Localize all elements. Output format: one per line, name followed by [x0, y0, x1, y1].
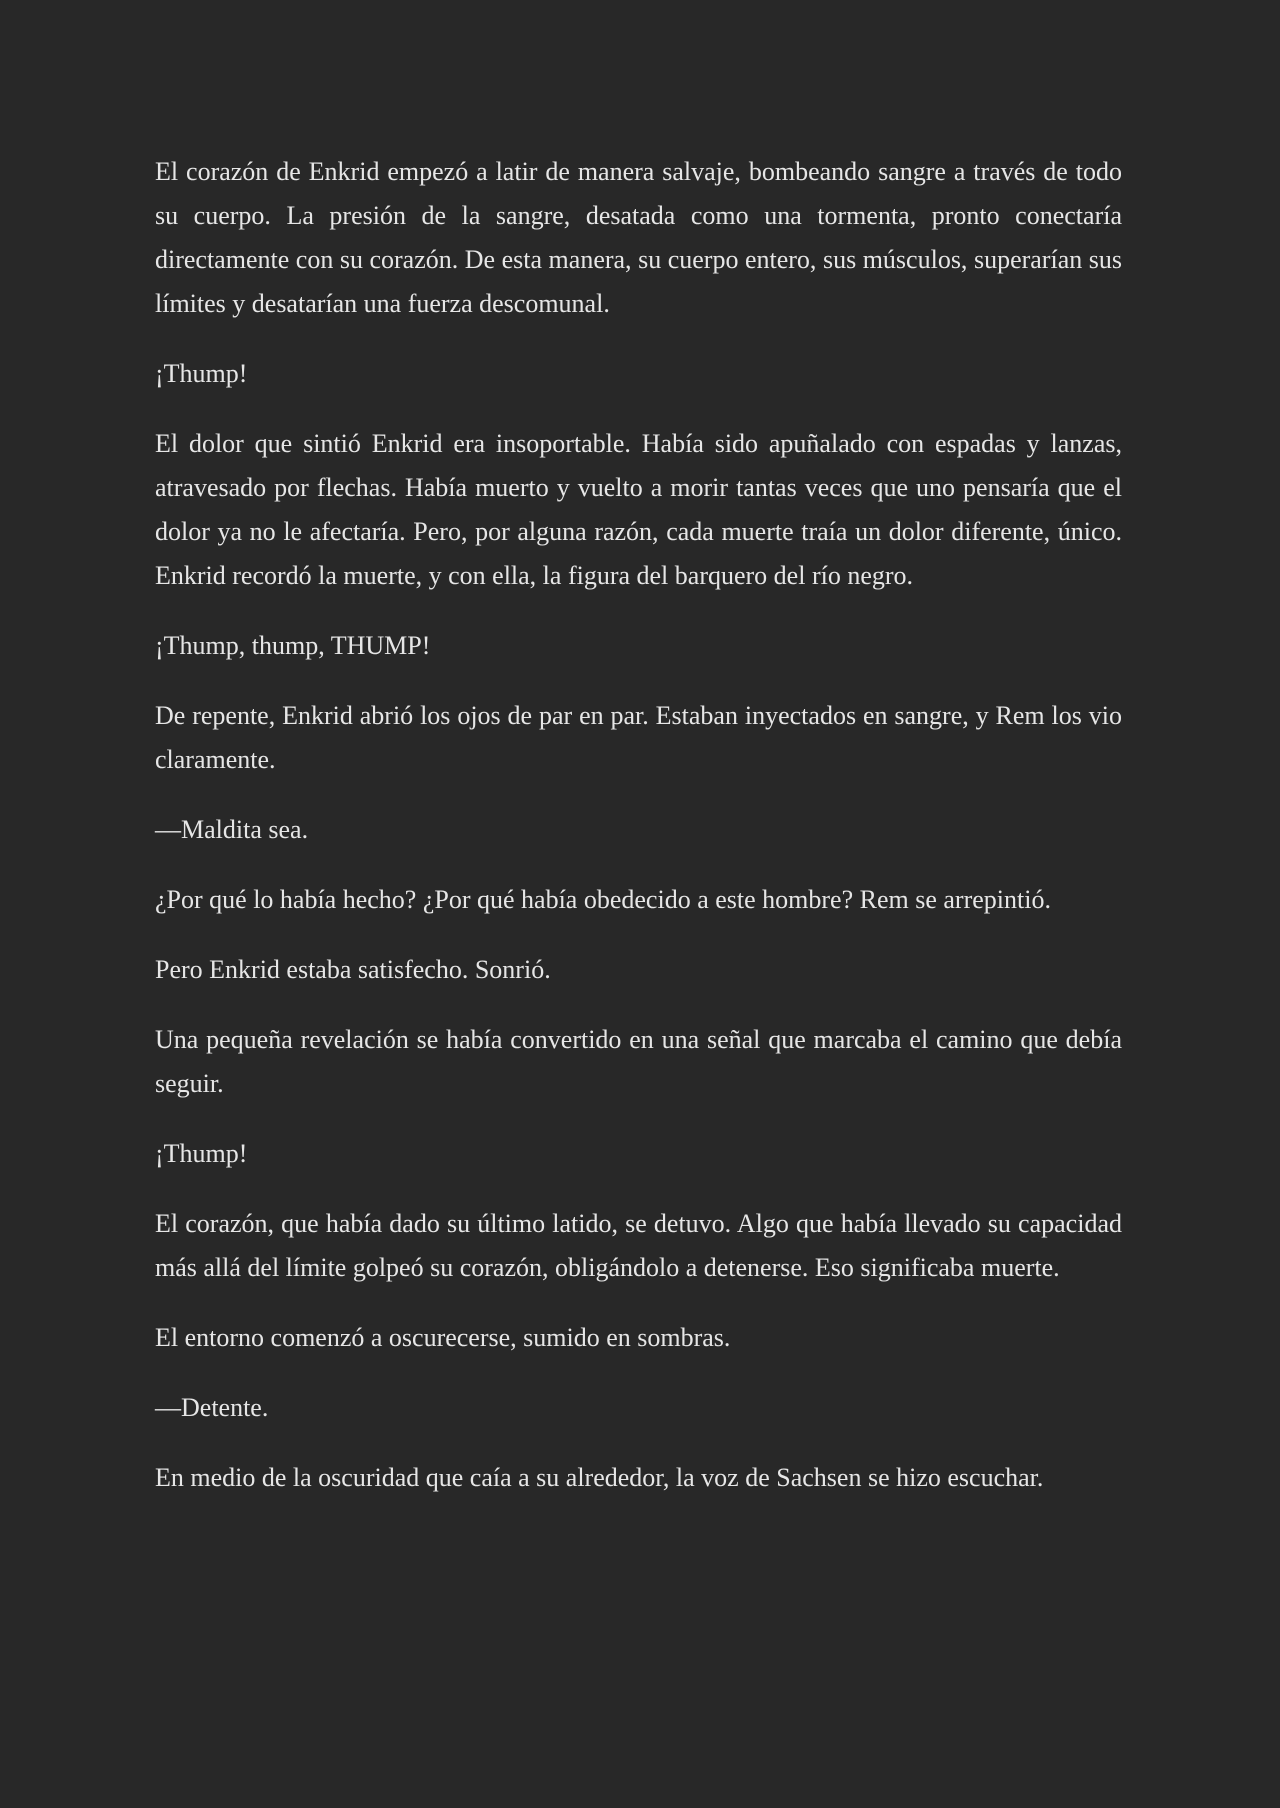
paragraph: ¿Por qué lo había hecho? ¿Por qué había obedecido a este hombre? Rem se arrepintió. — [155, 885, 1051, 914]
paragraph: El corazón de Enkrid empezó a latir de manera salvaje, bombeando sangre a través de todo su cuerpo. La presión de la sangre, desatada como una tormenta, pronto conectaría directamente con su corazón. De esta manera, su cuerpo entero, sus músculos, superarían sus límites y desatarían una fuerza descomunal. — [155, 157, 1122, 318]
paragraph: En medio de la oscuridad que caía a su alrededor, la voz de Sachsen se hizo escuchar. — [155, 1463, 1044, 1492]
paragraph: ¡Thump, thump, THUMP! — [155, 631, 431, 660]
paragraph: ¡Thump! — [155, 1139, 248, 1168]
paragraph: —Detente. — [155, 1393, 269, 1422]
paragraph: El entorno comenzó a oscurecerse, sumido en sombras. — [155, 1323, 731, 1352]
paragraph: ¡Thump! — [155, 359, 248, 388]
paragraph: Pero Enkrid estaba satisfecho. Sonrió. — [155, 955, 551, 984]
paragraph: Una pequeña revelación se había convertido en una señal que marcaba el camino que debía seguir. — [155, 1025, 1122, 1098]
paragraph: —Maldita sea. — [155, 815, 309, 844]
paragraph: El dolor que sintió Enkrid era insoportable. Había sido apuñalado con espadas y lanzas, atravesado por flechas. Había muerto y vuelto a morir tantas veces que uno pensaría que el dolor ya no le afectaría. Pero, por alguna razón, cada muerte traía un dolor diferente, único. Enkrid recordó la muerte, y con ella, la figura del barquero del río negro. — [155, 429, 1122, 590]
paragraph: El corazón, que había dado su último latido, se detuvo. Algo que había llevado su capacidad más allá del límite golpeó su corazón, obligándolo a detenerse. Eso significaba muerte. — [155, 1209, 1122, 1282]
chapter-text — [155, 150, 1122, 1526]
paragraph: De repente, Enkrid abrió los ojos de par en par. Estaban inyectados en sangre, y Rem los vio claramente. — [155, 701, 1122, 774]
